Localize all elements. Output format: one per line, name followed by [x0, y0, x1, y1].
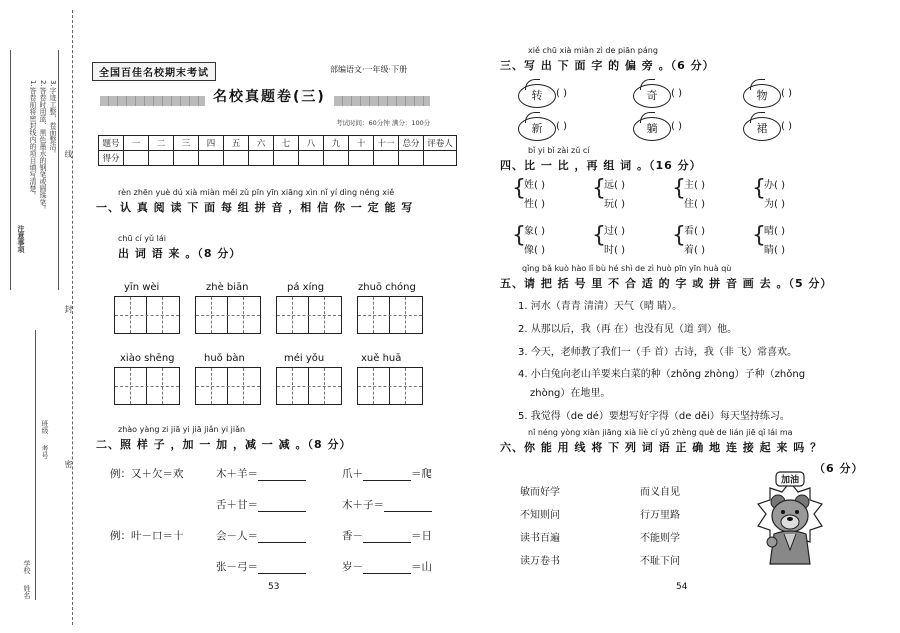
q1-word-pinyin: xuě huā [361, 353, 402, 364]
badge-text: 加油 [780, 475, 800, 486]
compare-pair: 晴( ) 睛( ) [764, 226, 785, 256]
q2-item: 会－人＝ [216, 528, 306, 543]
answer-blank[interactable] [258, 469, 306, 481]
score-input-cell[interactable] [174, 151, 199, 166]
answer-paren[interactable]: ( ) [556, 88, 567, 99]
notes-line: 3.字迹工整，卷面整洁。 [49, 80, 57, 157]
answer-paren[interactable]: ( ) [671, 88, 682, 99]
fill-line [35, 330, 36, 600]
score-input-cell[interactable] [199, 151, 224, 166]
notes-frame-right [58, 50, 59, 290]
q2-item: 木＋子＝ [342, 497, 432, 512]
brace: { [592, 176, 606, 201]
score-input-cell[interactable] [424, 151, 457, 166]
q1-word-pinyin: yīn wèi [124, 282, 160, 293]
brace: { [752, 176, 766, 201]
brace: { [512, 223, 526, 248]
school-label: 学校 [23, 560, 31, 574]
q1-word-pinyin: huǒ bàn [204, 353, 245, 364]
brace: { [752, 223, 766, 248]
seal-char: 密 [64, 460, 73, 468]
score-cell: 十一 [374, 136, 399, 151]
notes-line: 1.答卷前将密封线内的项目填写清楚。 [29, 80, 37, 199]
q2-item: 张－弓＝ [216, 559, 306, 574]
notes-label: 注意事项 [17, 225, 25, 253]
score-input-cell[interactable] [124, 151, 149, 166]
compare-pair: 过( ) 时( ) [604, 226, 625, 256]
seal-char: 线 [64, 150, 73, 158]
name-label: 姓名 [23, 585, 31, 599]
score-cell: 评卷人 [424, 136, 457, 151]
char-cloud: 裙 [743, 117, 781, 141]
brand-badge: 全国百佳名校期末考试 [92, 62, 216, 81]
writing-grid[interactable] [357, 367, 423, 405]
score-cell: 五 [224, 136, 249, 151]
compare-pair: 象( ) 像( ) [524, 226, 545, 256]
score-input-cell[interactable] [399, 151, 424, 166]
score-table [98, 135, 457, 166]
compare-pair: 办( ) 为( ) [764, 180, 785, 210]
score-cell: 六 [249, 136, 274, 151]
writing-grid[interactable] [114, 296, 180, 334]
q5-line: 2. 从那以后，我（再 在）也没有见（道 到）他。 [518, 324, 738, 335]
q5-heading: 五、请 把 括 号 里 不 合 适 的 字 或 拼 音 画 去 。（5 分） [500, 277, 833, 290]
compare-pair: 远( ) 玩( ) [604, 180, 625, 210]
writing-grid[interactable] [195, 296, 261, 334]
q4-pinyin: bǐ yi bǐ zài zǔ cí [528, 146, 590, 155]
q1-heading-cont: 出 词 语 来 。（8 分） [118, 247, 242, 260]
brace: { [672, 223, 686, 248]
compare-pair: 姓( ) 性( ) [524, 180, 545, 210]
exam-no-label: 考号 [41, 445, 49, 459]
score-table-header-row [99, 136, 457, 151]
q4-heading: 四、比 一 比 ，再 组 词 。（16 分） [500, 159, 702, 172]
score-cell: 八 [299, 136, 324, 151]
score-cell: 四 [199, 136, 224, 151]
score-cell: 三 [174, 136, 199, 151]
match-right-item[interactable]: 行万里路 [640, 510, 680, 521]
q2-pinyin: zhào yàng zi jiā yi jiā jiǎn yi jiǎn [118, 425, 246, 434]
q2-item: 爪＋ ＝爬 [342, 468, 432, 480]
score-input-cell[interactable] [349, 151, 374, 166]
page-title: 名校真题卷(三) [205, 86, 334, 106]
q6-score: （6 分） [814, 462, 864, 475]
score-input-cell[interactable] [149, 151, 174, 166]
q1-word-pinyin: zhuō chóng [358, 282, 416, 293]
q1-word-pinyin: méi yǒu [284, 353, 325, 364]
q1-word-pinyin: zhè biān [206, 282, 249, 293]
answer-blank[interactable] [258, 531, 306, 543]
compare-pair: 看( ) 着( ) [684, 226, 705, 256]
score-cell: 总分 [399, 136, 424, 151]
answer-blank[interactable] [258, 562, 306, 574]
q2-item: 舌＋甘＝ [216, 497, 306, 512]
q1-word-pinyin: xiào shēng [120, 353, 175, 364]
score-cell: 十 [349, 136, 374, 151]
q2-item: 香－ ＝日 [342, 530, 432, 542]
score-input-cell[interactable] [374, 151, 399, 166]
match-left-item[interactable]: 不知则问 [520, 510, 560, 521]
char-cloud: 奇 [633, 84, 671, 108]
q1-pinyin-line1: rèn zhēn yuè dú xià miàn měi zǔ pīn yīn xiāng xìn nǐ yí dìng néng xiě [118, 188, 395, 197]
q3-heading: 三、写 出 下 面 字 的 偏 旁 。（6 分） [500, 59, 715, 72]
q5-pinyin: qǐng bǎ kuò hào lǐ bù hé shì de zì huò pīn yīn huà qù [522, 264, 732, 273]
answer-paren[interactable]: ( ) [671, 121, 682, 132]
answer-blank[interactable] [384, 500, 432, 512]
score-label: 得分 [99, 151, 124, 166]
q3-pinyin: xiě chū xià miàn zì de piān páng [528, 46, 658, 55]
q5-line: 4. 小白兔向老山羊要来白菜的种（zhǒng zhòng）子种（zhǒng [518, 369, 806, 380]
bear-mascot-icon [748, 470, 832, 570]
writing-grid[interactable] [195, 367, 261, 405]
answer-blank[interactable] [363, 531, 411, 543]
q5-line: 5. 我觉得（de dé）要想写好字得（de děi）每天坚持练习。 [518, 411, 790, 422]
seal-line [72, 10, 73, 625]
match-right-item[interactable]: 而义自见 [640, 487, 680, 498]
match-left-item[interactable]: 敏而好学 [520, 487, 560, 498]
answer-blank[interactable] [363, 562, 411, 574]
answer-paren[interactable]: ( ) [556, 121, 567, 132]
q5-line: zhòng）在地里。 [530, 388, 611, 399]
char-cloud: 新 [518, 117, 556, 141]
answer-paren[interactable]: ( ) [781, 121, 792, 132]
compare-pair: 主( ) 住( ) [684, 180, 705, 210]
match-right-item[interactable]: 不能则学 [640, 533, 680, 544]
writing-grid[interactable] [357, 296, 423, 334]
char-cloud: 转 [518, 84, 556, 108]
seal-char: 封 [64, 305, 73, 313]
score-input-cell[interactable] [224, 151, 249, 166]
class-label: 班级 [41, 420, 49, 434]
grade-subtitle: 部编语文·一年级·下册 [330, 65, 408, 74]
writing-grid[interactable] [276, 296, 342, 334]
q5-line: 3. 今天，老师教了我们一（手 首）古诗，我（非 飞）常喜欢。 [518, 347, 798, 358]
page-number-left: 53 [268, 582, 280, 592]
q2-example-sub: 例：叶－口＝十 [110, 530, 184, 542]
answer-paren[interactable]: ( ) [781, 88, 792, 99]
score-cell: 九 [324, 136, 349, 151]
score-cell: 题号 [99, 136, 124, 151]
q2-example-add: 例：又＋欠＝欢 [110, 468, 184, 480]
brace: { [512, 176, 526, 201]
q5-line: 1. 河水（青青 清清）天气（晴 睛）。 [518, 301, 683, 312]
match-left-item[interactable]: 读书百遍 [520, 533, 560, 544]
notes-line: 2.答卷时用蓝、黑色墨水的钢笔或圆珠笔。 [39, 80, 47, 213]
notes-frame-left [10, 50, 11, 290]
q1-pinyin-line2: chū cí yǔ lái [118, 234, 166, 243]
binding-strip [0, 0, 78, 633]
score-cell: 七 [274, 136, 299, 151]
page-number-right: 54 [676, 582, 688, 592]
score-input-cell[interactable] [274, 151, 299, 166]
char-cloud: 物 [743, 84, 781, 108]
answer-blank[interactable] [258, 500, 306, 512]
brace: { [672, 176, 686, 201]
score-cell: 一 [124, 136, 149, 151]
q2-item: 岁－ ＝山 [342, 561, 432, 573]
q1-word-pinyin: pá xíng [287, 282, 325, 293]
q2-item: 木＋羊＝ [216, 466, 306, 481]
q2-heading: 二、照 样 子 ，加 一 加 ，减 一 减 。（8 分） [96, 438, 352, 451]
match-left-item[interactable]: 读万卷书 [520, 556, 560, 567]
answer-blank[interactable] [363, 469, 411, 481]
score-table-score-row [99, 151, 457, 166]
writing-grid[interactable] [114, 367, 180, 405]
score-cell: 二 [149, 136, 174, 151]
score-input-cell[interactable] [249, 151, 274, 166]
score-input-cell[interactable] [324, 151, 349, 166]
match-right-item[interactable]: 不耻下问 [640, 556, 680, 567]
brace: { [592, 223, 606, 248]
writing-grid[interactable] [276, 367, 342, 405]
q1-heading: 一、认 真 阅 读 下 面 每 组 拼 音 ，相 信 你 一 定 能 写 [96, 201, 414, 214]
char-cloud: 躺 [633, 117, 671, 141]
q6-pinyin: nǐ néng yòng xiàn jiāng xià liè cí yǔ zhèng què de lián jiē qǐ lái ma [528, 428, 793, 437]
score-input-cell[interactable] [299, 151, 324, 166]
q6-heading: 六、你 能 用 线 将 下 列 词 语 正 确 地 连 接 起 来 吗 ？ [500, 441, 823, 454]
exam-info: 考试时间：60分钟 满分：100分 [336, 119, 431, 127]
